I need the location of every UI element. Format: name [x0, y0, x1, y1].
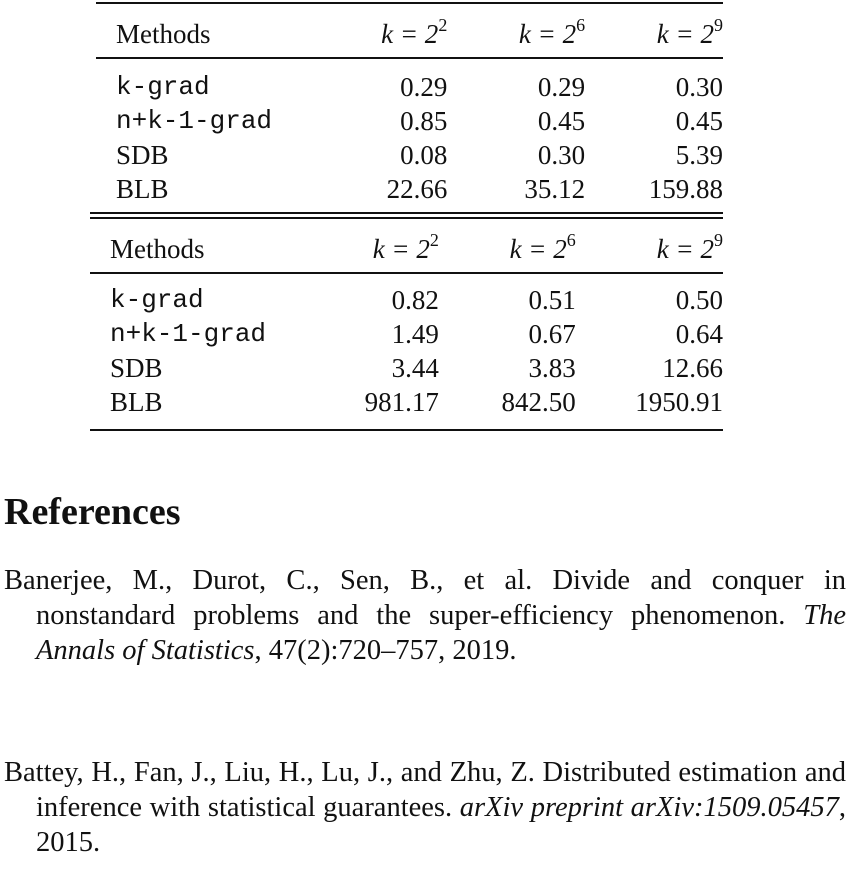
method-name-cell: k-grad [110, 285, 204, 315]
k-column-header: $k = 2^2$ [372, 230, 439, 264]
reference-venue: The Annals of Statistics [36, 600, 846, 666]
value-cell: 159.88 [648, 174, 723, 204]
method-name-cell: n+k-1-grad [110, 319, 267, 349]
table-row [90, 317, 723, 351]
reference-details: , 2015. [36, 792, 846, 858]
table-separator-rule [90, 212, 723, 214]
method-name-cell: SDB [110, 353, 163, 383]
method-name-cell: SDB [116, 140, 169, 170]
table1-header-rule [96, 57, 723, 59]
table-header-row [90, 231, 723, 267]
table-row [90, 385, 723, 419]
value-cell: 3.83 [528, 353, 576, 383]
reference-authors-title: Banerjee, M., Durot, C., Sen, B., et al. Divide and conquer in nonstandard problems and the super-efficiency phenomenon. [4, 565, 846, 631]
table-row [96, 70, 723, 104]
value-cell: 981.17 [364, 387, 439, 417]
table-row [90, 283, 723, 317]
value-cell: 0.50 [675, 285, 723, 315]
table-row [96, 104, 723, 138]
table-row [96, 138, 723, 172]
reference-authors-title: Battey, H., Fan, J., Liu, H., Lu, J., and Zhu, Z. Distributed estimation and inference with statistical guarantees. [4, 757, 846, 823]
k-column-header: $k = 2^9$ [656, 230, 723, 264]
table-header-row [96, 14, 723, 54]
reference-item [4, 755, 846, 860]
value-cell: 3.44 [391, 353, 439, 383]
table2-bottom-rule [90, 429, 723, 431]
reference-item [4, 563, 846, 668]
value-cell: 1950.91 [635, 387, 723, 417]
value-cell: 0.67 [528, 319, 576, 349]
value-cell: 1.49 [391, 319, 439, 349]
k-column-header: $k = 2^9$ [656, 15, 723, 49]
value-cell: 0.30 [537, 140, 586, 170]
value-cell: 0.29 [400, 72, 448, 102]
value-cell: 0.29 [537, 72, 586, 102]
value-cell: 842.50 [501, 387, 576, 417]
table1-top-rule [96, 2, 723, 4]
method-name-cell: BLB [116, 174, 169, 204]
value-cell: 12.66 [662, 353, 723, 383]
value-cell: 0.85 [400, 106, 448, 136]
results-table-1 [96, 14, 723, 206]
method-name-cell: k-grad [116, 72, 210, 102]
value-cell: 0.30 [675, 72, 723, 102]
value-cell: 0.45 [675, 106, 723, 136]
table2-header-rule [90, 272, 723, 274]
method-name-cell: BLB [110, 387, 163, 417]
method-name-cell: n+k-1-grad [116, 106, 273, 136]
table-row [90, 351, 723, 385]
value-cell: 0.82 [391, 285, 439, 315]
value-cell: 35.12 [524, 174, 586, 204]
value-cell: 5.39 [675, 140, 723, 170]
references-heading: References [4, 491, 181, 533]
k-column-header: $k = 2^2$ [381, 15, 448, 49]
table-row [96, 172, 723, 206]
value-cell: 22.66 [386, 174, 448, 204]
results-table-2 [90, 231, 723, 419]
reference-details: , 47(2):720–757, 2019. [254, 635, 517, 666]
k-column-header: $k = 2^6$ [509, 230, 576, 264]
value-cell: 0.45 [537, 106, 586, 136]
methods-header: Methods [110, 234, 205, 264]
table-separator-rule [90, 217, 723, 219]
k-column-header: $k = 2^6$ [518, 15, 586, 49]
value-cell: 0.64 [675, 319, 723, 349]
methods-header: Methods [116, 19, 211, 49]
value-cell: 0.08 [400, 140, 448, 170]
reference-venue: arXiv preprint arXiv:1509.05457 [459, 792, 839, 823]
value-cell: 0.51 [528, 285, 576, 315]
